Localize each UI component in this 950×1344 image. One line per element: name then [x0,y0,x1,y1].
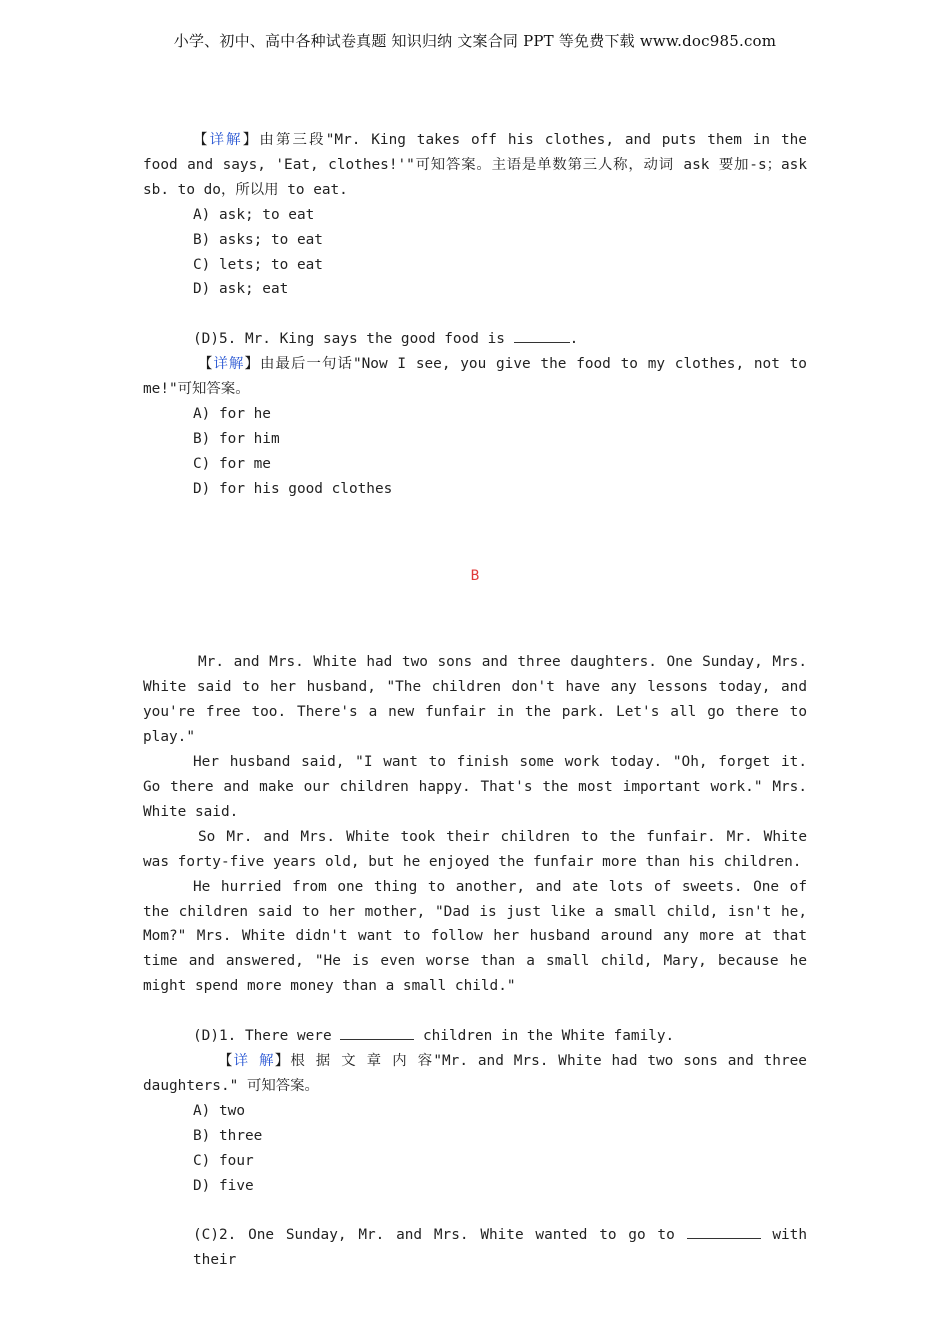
option-c: C) for me [193,455,271,472]
explanation-q4: 【详解】由第三段"Mr. King takes off his clothes, and puts them in the food and says, 'Eat, clothes!'"可知答案。主语是单数第三人称，动词 ask 要加-s；ask sb. to do，所以用 to eat. [143,132,807,198]
option-a: A) ask; to eat [193,206,315,223]
document-body [143,128,807,1273]
passage-paragraph: He hurried from one thing to another, and ate lots of sweets. One of the children said to her mother, "Dad is just like a small child, isn't he, Mom?" Mrs. White didn't want to follow her husband around any more at that time and answered, "He is even worse than a small child, Mary, because he might spend more money than a small child." [143,878,807,995]
answer-blank [687,1224,761,1239]
explain-text: 根 据 文 章 内 容"Mr. and Mrs. White had two sons and three daughters." 可知答案。 [143,1052,807,1094]
section-heading-b: B [470,567,480,584]
explain-tag: 详 解 [233,1052,275,1069]
option-c: C) lets; to eat [193,256,323,273]
answer-blank [514,328,570,343]
option-c: C) four [193,1152,254,1169]
option-b: B) asks; to eat [193,231,323,248]
question-5: (D)5. Mr. King says the good food is . [143,327,807,352]
question-text-end: children in the White family. [422,1028,675,1045]
passage-paragraph: So Mr. and Mrs. White took their children to the funfair. Mr. White was forty-five years old, but he enjoyed the funfair more than his children. [143,828,807,870]
question-text-end: with their [193,1227,807,1269]
explain-tag: 详解 [209,132,243,148]
question-text: (D)5. Mr. King says the good food is [193,331,505,348]
explain-text: 由第三段"Mr. King takes off his clothes, and puts them in the food and says, 'Eat, clothes!'"可知答案。主语是单数第三人称，动词 ask 要加-s；ask sb. to do，所以用 to eat. [143,132,807,198]
question-text: (D)1. There were [193,1028,332,1045]
explanation-b1: 【详 解】根 据 文 章 内 容"Mr. and Mrs. White had two sons and three daughters." 可知答案。 [143,1052,807,1094]
question-b1 [143,1024,807,1049]
option-d: D) for his good clothes [193,480,393,497]
explain-tag: 详解 [213,356,245,373]
passage-paragraph: Mr. and Mrs. White had two sons and three daughters. One Sunday, Mrs. White said to her husband, "The children don't have any lessons today, and you're free too. There's a new funfair in the park. Let's all go there to play." [143,654,807,746]
question-b2 [143,1223,807,1273]
question-text: (C)2. One Sunday, Mr. and Mrs. White wanted to go to [193,1227,675,1244]
page-header: 小学、初中、高中各种试卷真题 知识归纳 文案合同 PPT 等免费下载 www.doc985.com [173,32,777,50]
option-d: D) five [193,1177,254,1194]
option-b: B) for him [193,430,280,447]
passage-paragraph: Her husband said, "I want to finish some work today. "Oh, forget it. Go there and make our children happy. That's the most important work." Mrs. White said. [143,754,807,820]
option-a: A) two [193,1102,245,1119]
answer-blank [340,1025,414,1040]
option-a: A) for he [193,405,271,422]
explanation-q5: 【详解】由最后一句话"Now I see, you give the food to my clothes, not to me!"可知答案。 [143,356,807,398]
option-b: B) three [193,1127,263,1144]
option-d: D) ask; eat [193,281,289,298]
explain-text: 由最后一句话"Now I see, you give the food to my clothes, not to me!"可知答案。 [143,356,807,398]
